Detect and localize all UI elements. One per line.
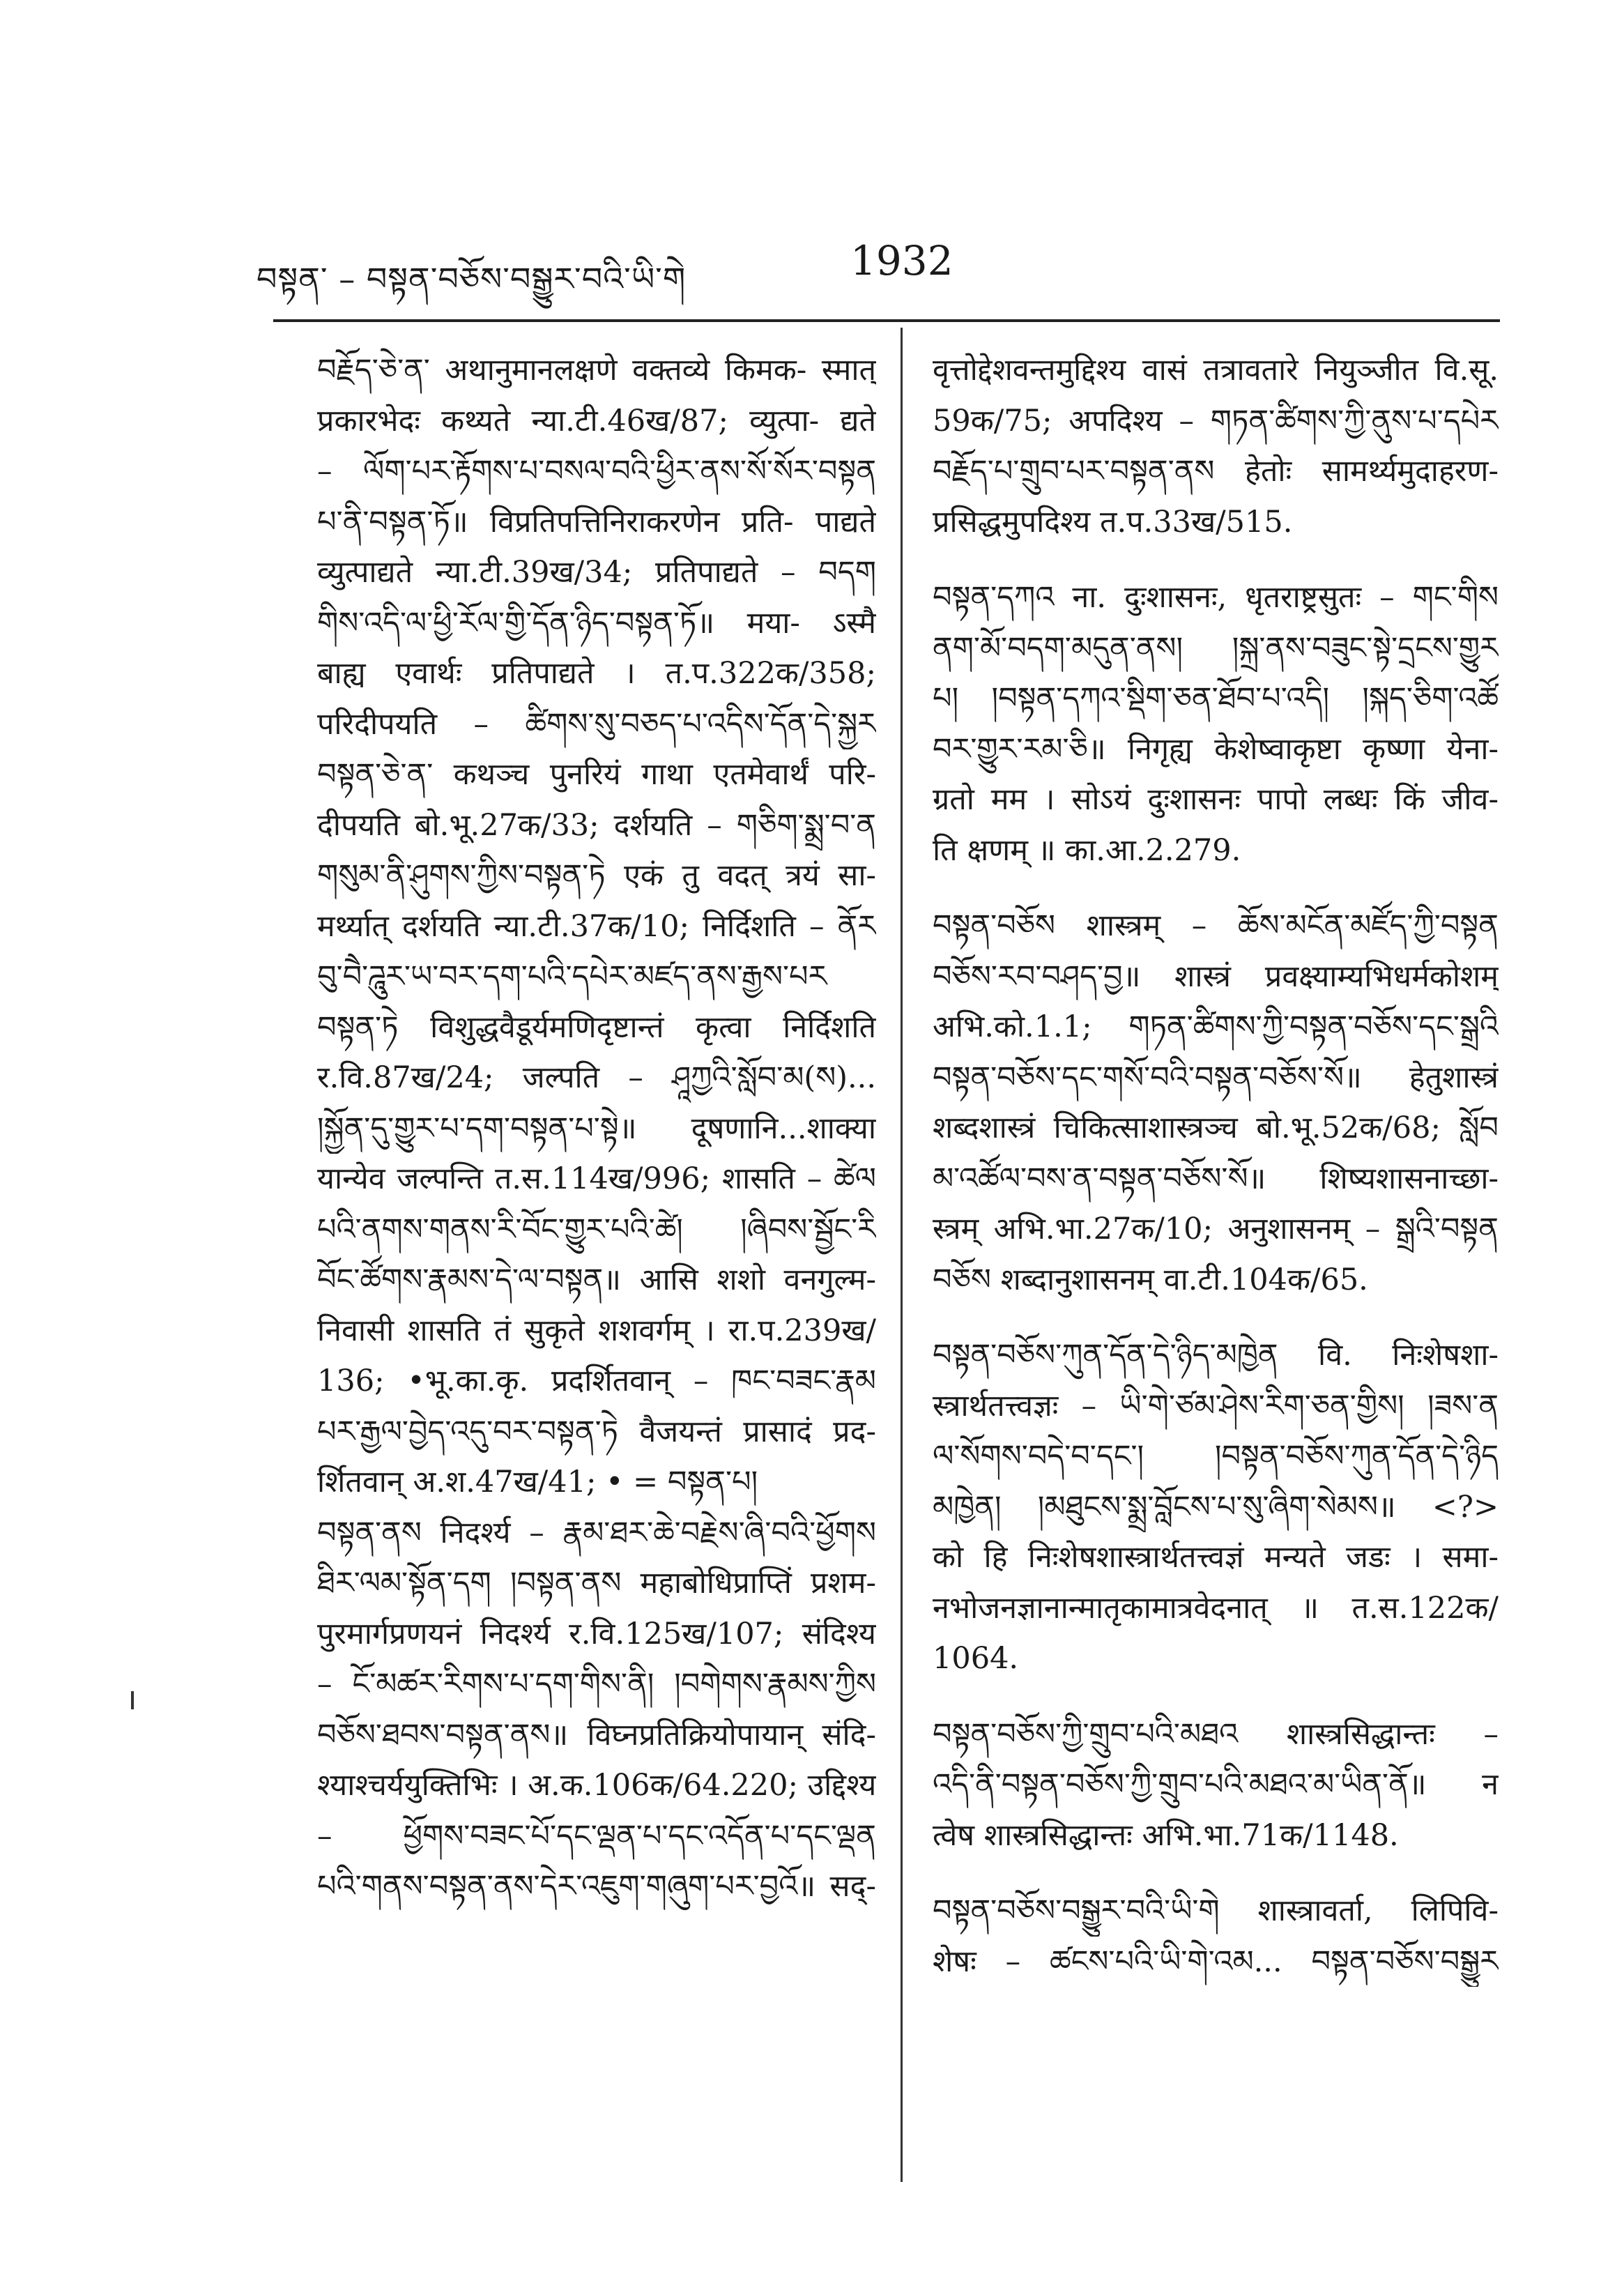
text-line: शब्दशास्त्रं चिकित्साशास्त्रञ्च बो.भू.52क/68; སློབ [933, 1110, 1499, 1145]
headword-line: བསྟན་དཀའ ना. दुःशासनः, धृतराष्ट्रसुतः – གང་གིས [933, 580, 1499, 615]
text-line: བརྗོད་པ་གྲུབ་པར་བསྟན་ནས हेतोः सामर्थ्यमुदाहरण- [933, 454, 1499, 489]
text-line: वृत्तोद्देशवन्तमुद्दिश्य वासं तत्रावतारे नियुञ्जीत वि.सू. [933, 353, 1499, 388]
text-line: པར་རྒྱལ་བྱེད་འདུ་བར་བསྟན་ཏེ वैजयन्तं प्रासादं प्रद- [317, 1414, 876, 1449]
text-line: བསྟན་བཅོས་དང་གསོ་བའི་བསྟན་བཅོས་སོ॥ हेतुशास्त्रं [933, 1060, 1499, 1095]
text-line: व्युत्पाद्यते न्या.टी.39ख/34; प्रतिपाद्यते – བདག [317, 555, 876, 590]
text-line: བསྟན་ཏེ विशुद्धवैडूर्यमणिदृष्टान्तं कृत्वा निर्दिशति [317, 1009, 876, 1045]
page-header [256, 237, 1504, 300]
headword-line: བསྟན་བཅོས་བསྒྱུར་བའི་ཡི་གེ शास्त्रावर्ता, लिपिवि- [933, 1893, 1499, 1928]
text-line: པའི་ནགས་གནས་རི་བོང་གྱུར་པའི་ཚེ། །ཞིབས་སྦྱོང་རི [317, 1212, 876, 1247]
text-line: །སྐྱོན་དུ་གྱུར་པ་དག་བསྟན་པ་སྟེ॥ दूषणानि...शाक्या [317, 1110, 876, 1146]
text-line: མཁྱེན། །མཐུངས་སྨྲ་བློངས་པ་སུ་ཞིག་སེམས॥ <?> [933, 1489, 1499, 1525]
text-line: दीपयति बो.भू.27क/33; दर्शयति – གཅིག་སྨྲ་བ་ན [317, 807, 876, 843]
text-line: – ལོག་པར་རྟོགས་པ་བསལ་བའི་ཕྱིར་ནས་སོ་སོར་བསྟན [317, 454, 876, 489]
text-line: 1064. [933, 1641, 1019, 1676]
text-line: पुरमार्गप्रणयनं निदर्श्य र.वि.125ख/107; संदिश्य [317, 1616, 876, 1651]
entry-gap [933, 547, 1499, 572]
text-line: मर्थ्यात् दर्शयति न्या.टी.37क/10; निर्दिशति – ནོར [317, 908, 876, 944]
text-line: པའི་གནས་བསྟན་ནས་དེར་འཇུག་གཞུག་པར་བྱའོ॥ सद्- [317, 1869, 876, 1904]
text-line: ति क्षणम् ॥ का.आ.2.279. [933, 832, 1241, 868]
text-line: བསྟན་ཅེ་ན་ कथञ्च पुनरियं गाथा एतमेवार्थं परि- [317, 757, 876, 792]
text-line: པ། །བསྟན་དཀའ་སྡིག་ཅན་ཐོབ་པ་འདི། །སྐད་ཅིག་འཚོ [933, 681, 1499, 716]
text-line: बाह्य एवार्थः प्रतिपाद्यते । त.प.322क/358; [317, 656, 876, 691]
text-line: པ་ནི་བསྟན་ཏོ॥ विप्रतिपत्तिनिराकरणेन प्रति- पाद्यते [317, 504, 876, 540]
text-line: नभोजनज्ञानान्मातृकामात्रवेदनात् ॥ त.स.122क/ [933, 1590, 1499, 1626]
text-line: र्शितवान् अ.श.47ख/41; • = བསྟན་པ། [317, 1465, 758, 1499]
text-line: परिदीपयति – ཚིགས་སུ་བཅད་པ་འདིས་དོན་དེ་སྐྱར [317, 706, 876, 742]
text-line: ཐིར་ལམ་སྟོན་དག །བསྟན་ནས महाबोधिप्राप्तिं प्रशम- [317, 1566, 876, 1601]
text-line: – ཕྱོགས་བཟང་པོ་དང་ལྡན་པ་དང་འདོན་པ་དང་ལྡན [317, 1818, 876, 1854]
text-line: त्वेष शास्त्रसिद्धान्तः अभि.भा.71क/1148. [933, 1817, 1399, 1853]
running-head: བསྟན་ – བསྟན་བཅོས་བསྒྱུར་བའི་ཡི་གེ [256, 260, 687, 298]
headword-line: བསྟན་བཅོས शास्त्रम् – ཆོས་མངོན་མཛོད་ཀྱི་བསྟན [933, 908, 1499, 943]
text-line: श्याश्चर्ययुक्तिभिः । अ.क.106क/64.220; उद्दिश्य [317, 1768, 876, 1803]
text-line: को हि निःशेषशास्त्रार्थतत्त्वज्ञं मन्यते जडः । समा- [933, 1540, 1499, 1575]
header-rule [273, 319, 1500, 322]
text-line: བོང་ཚོགས་རྣམས་དེ་ལ་བསྟན॥ आसि शशो वनगुल्म- [317, 1262, 876, 1297]
dictionary-entry [933, 1330, 1499, 1684]
entry-gap [933, 1861, 1499, 1886]
text-line: 59क/75; अपदिश्य – གཏན་ཚིགས་ཀྱི་ནུས་པ་དཔེར [933, 403, 1499, 438]
text-line: གསུམ་ནི་ཤུགས་ཀྱིས་བསྟན་ཏེ एकं तु वदत् त्रयं सा- [317, 858, 876, 893]
text-line: यान्येव जल्पन्ति त.स.114ख/996; शासति – ཚེལ [317, 1161, 876, 1196]
dictionary-entry [933, 1709, 1499, 1861]
headword-line: བསྟན་བཅོས་ཀྱི་གྲུབ་པའི་མཐའ शास्त्रसिद्धान्तः – [933, 1716, 1499, 1752]
text-line: प्रसिद्धमुपदिश्य त.प.33ख/515. [933, 504, 1293, 540]
text-line: प्रकारभेदः कथ्यते न्या.टी.46ख/87; व्युत्पा- द्यते [317, 403, 876, 438]
text-line: निवासी शासति तं सुकृते शशवर्गम् । रा.प.239ख/ [317, 1313, 876, 1348]
text-line: བཅོས་ཐབས་བསྟན་ནས॥ विघ्नप्रतिक्रियोपायान् संदि- [317, 1717, 876, 1753]
text-line: स्त्रार्थतत्त्वज्ञः – ཡི་གེ་ཙམ་ཤེས་རིག་ཅན་གྱིས། །ཟས་ན [933, 1388, 1499, 1423]
text-line: མ་འཚོལ་བས་ན་བསྟན་བཅོས་སོ॥ शिष्यशासनाच्छा- [933, 1161, 1499, 1196]
headword-line: བསྟན་བཅོས་ཀུན་དོན་དེ་ཉིད་མཁྱེན वि. निःशेषशा- [933, 1338, 1499, 1373]
text-line: – ངོ་མཚར་རིགས་པ་དག་གིས་ནི། །བགེགས་རྣམས་ཀྱིས [317, 1667, 876, 1702]
entry-gap [933, 1684, 1499, 1709]
text-line: བསྟན་ནས निदर्श्य – རྣམ་ཐར་ཆེ་བརྗེས་ཞི་བའི་ཕྱོགས [317, 1515, 876, 1550]
left-column [317, 345, 876, 1912]
text-line: བཅོས་རབ་བཤད་བྱ॥ शास्त्रं प्रवक्ष्याम्यभिधर्मकोशम् [933, 959, 1499, 994]
dictionary-entry [933, 572, 1499, 876]
text-line: शेषः – ཚངས་པའི་ཡི་གེ་འམ... བསྟན་བཅོས་བསྒྱུར [933, 1944, 1499, 1979]
page-number: 1932 [850, 237, 953, 284]
text-line: र.वि.87ख/24; जल्पति – ཤཱཀྱའི་སློབ་མ(ས)... [317, 1060, 876, 1095]
right-column [933, 345, 1499, 1987]
text-line: འདི་ནི་བསྟན་བཅོས་ཀྱི་གྲུབ་པའི་མཐའ་མ་ཡིན་ནོ॥ न [933, 1767, 1499, 1802]
dictionary-entry [933, 901, 1499, 1305]
dictionary-entry [933, 345, 1499, 547]
entry-gap [933, 1305, 1499, 1330]
text-line: अभि.को.1.1; གཏན་ཚིགས་ཀྱི་བསྟན་བཅོས་དང་སྒྲའི [933, 1009, 1499, 1044]
text-line: स्त्रम् अभि.भा.27क/10; अनुशासनम् – སྒྲའི་བསྟན [933, 1212, 1499, 1246]
text-line: བརྗོད་ཅེ་ན་ अथानुमानलक्षणे वक्तव्ये किमक- स्मात् [317, 353, 876, 388]
text-line: བར་གྱུར་རམ་ཅི॥ निगृह्य केशेष्वाकृष्टा कृष्णा येना- [933, 731, 1499, 767]
text-line: ལ་སོགས་བདེ་བ་དང་། །བསྟན་བཅོས་ཀུན་དོན་དེ་ཉིད [933, 1439, 1499, 1474]
column-divider [901, 328, 903, 2182]
entry-gap [933, 876, 1499, 901]
stray-mark [131, 1691, 134, 1709]
text-line: བཅོས शब्दानुशासनम् वा.टी.104क/65. [933, 1262, 1368, 1297]
text-line: 136; •भू.का.कृ. प्रदर्शितवान् – ཁང་བཟང་རྣམ [317, 1364, 876, 1398]
dictionary-entry [933, 1886, 1499, 1987]
text-line: ནག་མོ་བདག་མདུན་ནས། །སྐྲ་ནས་བཟུང་སྟེ་དྲངས་གྱུར [933, 630, 1499, 666]
text-line: གིས་འདི་ལ་ཕྱི་རོལ་གྱི་དོན་ཉིད་བསྟན་ཏོ॥ मया- ऽस्मै [317, 605, 876, 641]
text-line: བུ་བཻ་ཌཱུར་ཡ་བར་དག་པའི་དཔེར་མཛད་ནས་རྒྱས་པར [317, 959, 827, 994]
text-line: ग्रतो मम । सोऽयं दुःशासनः पापो लब्धः किं जीव- [933, 782, 1499, 817]
